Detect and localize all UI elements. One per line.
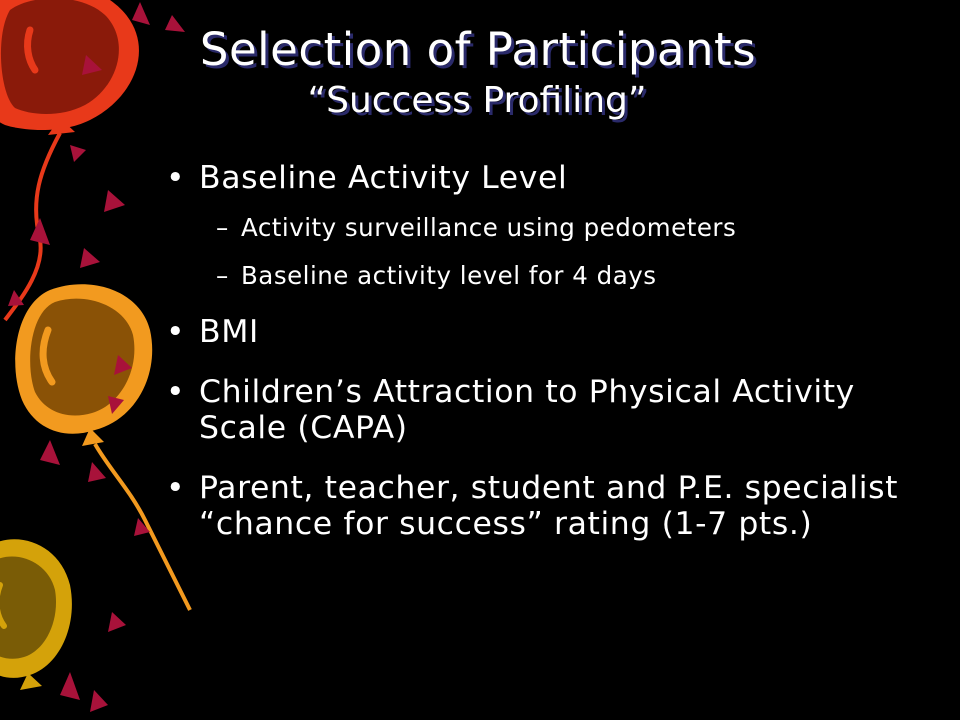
sub-bullet-marker: – (216, 213, 229, 242)
bullet-item (166, 160, 906, 196)
bullet-list (166, 160, 906, 566)
sub-bullet-item (166, 262, 906, 290)
bullet-marker: • (166, 160, 186, 196)
bullet-marker: • (166, 314, 186, 350)
bullet-item (166, 374, 906, 446)
bullet-text: Children’s Attraction to Physical Activity Scale (CAPA) (199, 374, 855, 446)
sub-bullet-text: Activity surveillance using pedometers (241, 213, 737, 242)
bullet-item (166, 470, 906, 542)
slide-title: Selection of Participants (199, 23, 757, 76)
bullet-marker: • (166, 470, 186, 506)
slide-subtitle: “Success Profiling” (307, 80, 647, 121)
sub-bullet-marker: – (216, 261, 229, 290)
sub-bullet-text: Baseline activity level for 4 days (241, 261, 657, 290)
bullet-text: Baseline Activity Level (199, 160, 568, 196)
bullet-text: Parent, teacher, student and P.E. specialist “chance for success” rating (1-7 pts.) (199, 470, 899, 542)
gold-balloon-icon (0, 539, 72, 690)
sub-bullet-list (166, 214, 906, 290)
bullet-marker: • (166, 374, 186, 410)
title-block (0, 22, 960, 122)
bullet-item (166, 314, 906, 350)
bullet-text: BMI (199, 314, 259, 350)
sub-bullet-item (166, 214, 906, 242)
